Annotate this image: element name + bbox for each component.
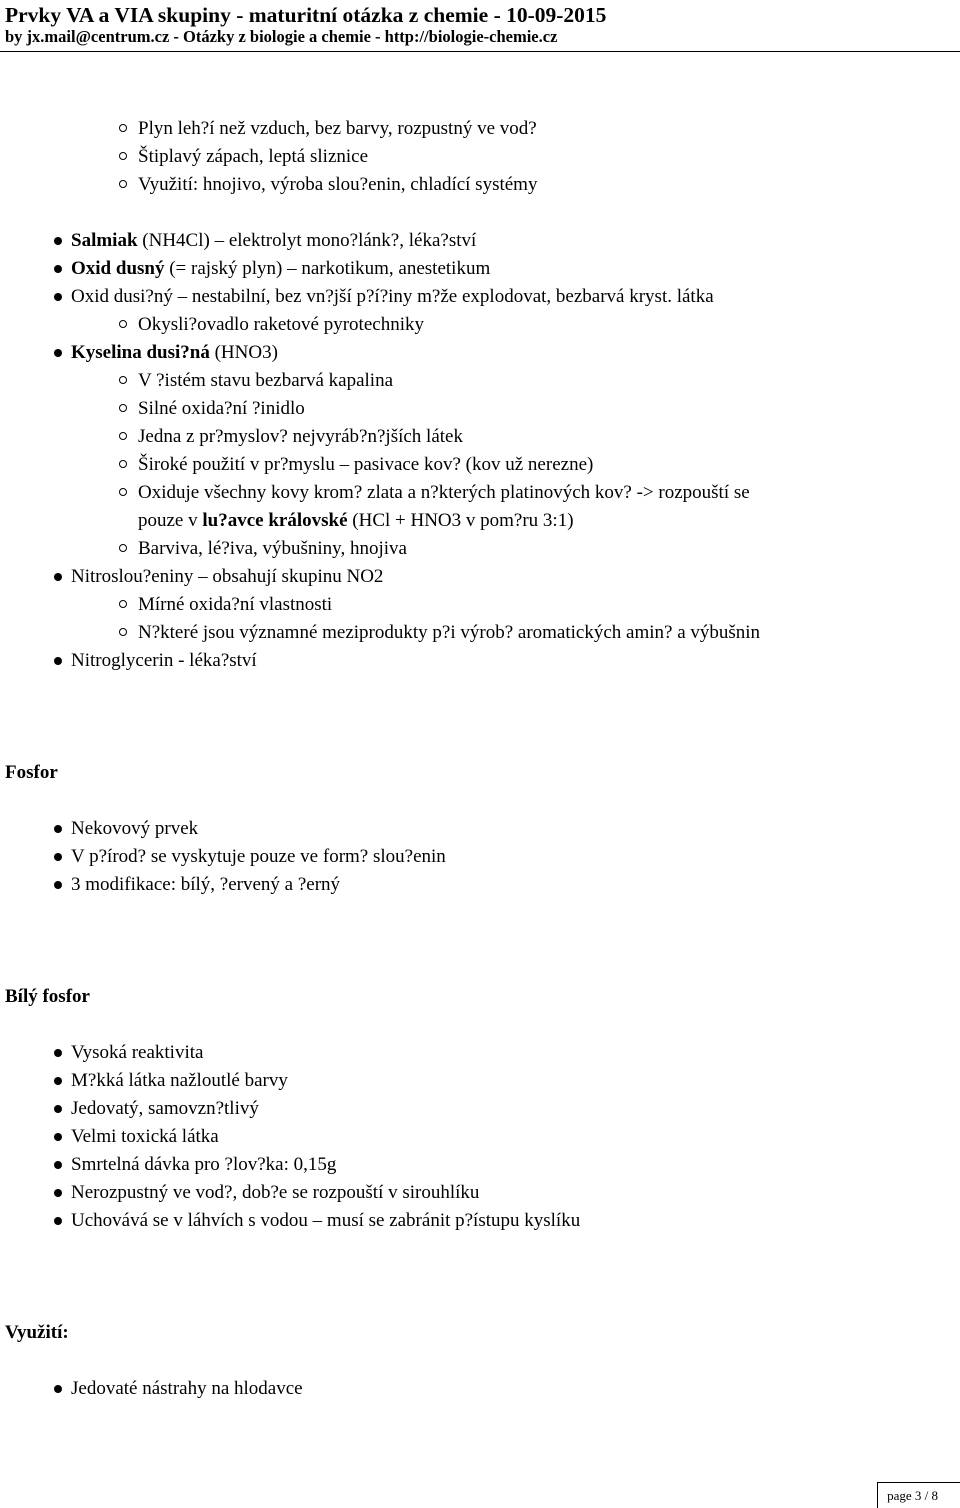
list-item: V ?istém stavu bezbarvá kapalina: [138, 367, 393, 395]
document-subtitle: by jx.mail@centrum.cz - Otázky z biologie a chemie - http://biologie-chemie.cz: [5, 27, 558, 46]
oxid-dusny-desc: (= rajský plyn) – narkotikum, anestetikum: [164, 258, 491, 279]
list-item: V p?írod? se vyskytuje pouze ve form? slou?enin: [71, 843, 446, 871]
list-item: Uchovává se v láhvích s vodou – musí se zabránit p?ístupu kyslíku: [71, 1207, 580, 1235]
list-item: Jedna z pr?myslov? nejvyráb?n?jších látek: [138, 423, 463, 451]
continuation-rest: (HCl + HNO3 v pom?ru 3:1): [347, 510, 574, 531]
term-oxid-dusny: Oxid dusný: [71, 258, 165, 279]
list-item-salmiak: [71, 227, 476, 255]
section-heading-fosfor: Fosfor: [5, 762, 58, 783]
list-item: Velmi toxická látka: [71, 1123, 219, 1151]
list-item: Nitroglycerin - léka?ství: [71, 647, 257, 675]
list-item: Plyn leh?í než vzduch, bez barvy, rozpustný ve vod?: [138, 115, 537, 143]
list-item: Mírné oxida?ní vlastnosti: [138, 591, 332, 619]
section-heading-vyuziti: Využití:: [5, 1322, 69, 1343]
page-header: [0, 0, 960, 54]
list-item: Jedovaté nástrahy na hlodavce: [71, 1375, 303, 1403]
header-divider: [0, 51, 960, 52]
list-item: Silné oxida?ní ?inidlo: [138, 395, 305, 423]
list-item: Vysoká reaktivita: [71, 1039, 203, 1067]
list-item-kyselina: [71, 339, 278, 367]
list-item: 3 modifikace: bílý, ?ervený a ?erný: [71, 871, 340, 899]
list-item: Okysli?ovadlo raketové pyrotechniky: [138, 311, 424, 339]
list-item: Nerozpustný ve vod?, dob?e se rozpouští v sirouhlíku: [71, 1179, 479, 1207]
list-item: Štiplavý zápach, leptá sliznice: [138, 143, 368, 171]
list-item-oxid-dusny: [71, 255, 490, 283]
document-title: Prvky VA a VIA skupiny - maturitní otázka z chemie - 10-09-2015: [5, 3, 607, 27]
section-heading-bily-fosfor: Bílý fosfor: [5, 986, 90, 1007]
list-item: Smrtelná dávka pro ?lov?ka: 0,15g: [71, 1151, 336, 1179]
list-item: Barviva, lé?iva, výbušniny, hnojiva: [138, 535, 407, 563]
list-item: N?které jsou významné meziprodukty p?i výrob? aromatických amin? a výbušnin: [138, 619, 760, 647]
list-item: Nitroslou?eniny – obsahují skupinu NO2: [71, 563, 383, 591]
kyselina-desc: (HNO3): [209, 342, 278, 363]
term-lucavka: lu?avce královské: [202, 510, 348, 531]
list-item: Jedovatý, samovzn?tlivý: [71, 1095, 259, 1123]
list-item: Široké použití v pr?myslu – pasivace kov? (kov už nerezne): [138, 451, 593, 479]
list-item: M?kká látka nažloutlé barvy: [71, 1067, 288, 1095]
page-footer: [877, 1482, 960, 1508]
term-kyselina: Kyselina dusi?ná: [71, 342, 210, 363]
list-item: Oxid dusi?ný – nestabilní, bez vn?jší p?í?iny m?že explodovat, bezbarvá kryst. látka: [71, 283, 714, 311]
continuation-text: pouze v: [138, 510, 203, 531]
page-number: page 3 / 8: [887, 1488, 938, 1503]
list-item-continuation: [138, 507, 574, 535]
list-item: Využití: hnojivo, výroba slou?enin, chladící systémy: [138, 171, 537, 199]
salmiak-desc: (NH4Cl) – elektrolyt mono?lánk?, léka?ství: [137, 230, 477, 251]
list-item: Nekovový prvek: [71, 815, 198, 843]
list-item: Oxiduje všechny kovy krom? zlata a n?kterých platinových kov? -> rozpouští se: [138, 479, 750, 507]
term-salmiak: Salmiak: [71, 230, 138, 251]
